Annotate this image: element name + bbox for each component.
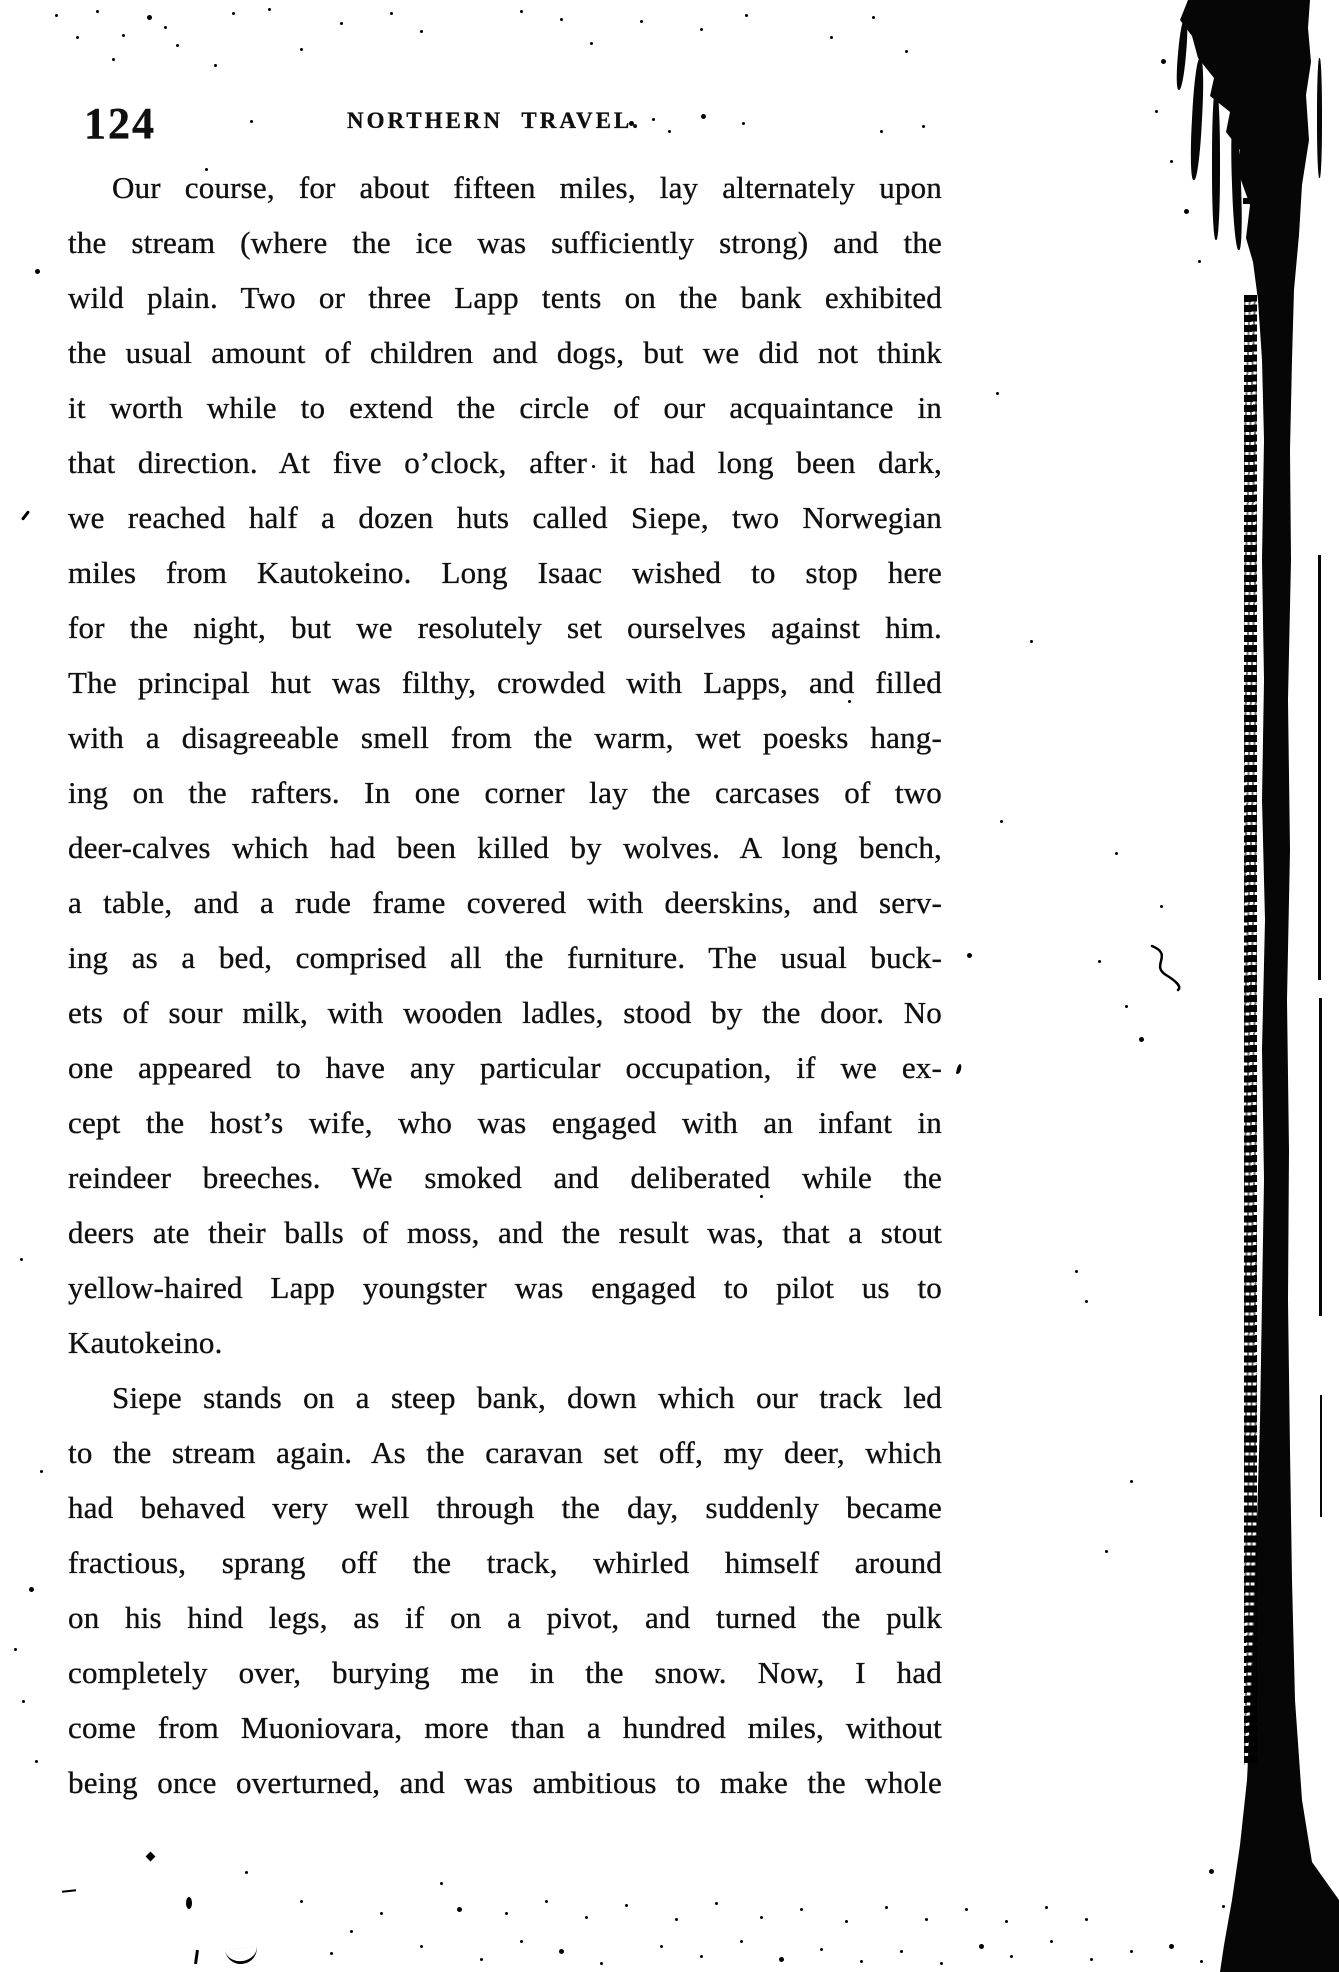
text-line: ing on the rafters. In one corner lay the carcases of two <box>68 775 942 810</box>
text-line: had behaved very well through the day, suddenly became <box>68 1490 942 1525</box>
text-line: come from Muoniovara, more than a hundred miles, without <box>68 1710 942 1745</box>
text-line: ing as a bed, comprised all the furniture. The usual buck- <box>68 940 942 975</box>
text-line: yellow-haired Lapp youngster was engaged to pilot us to <box>68 1270 942 1305</box>
text-line: to the stream again. As the caravan set off, my deer, which <box>68 1435 942 1470</box>
ink-squiggle <box>1148 943 1190 993</box>
text-line: deers ate their balls of moss, and the result was, that a stout <box>68 1215 942 1250</box>
text-line: wild plain. Two or three Lapp tents on the bank exhibited <box>68 280 942 315</box>
text-line: it worth while to extend the circle of our acquaintance in <box>68 390 942 425</box>
text-line: one appeared to have any particular occupation, if we ex- <box>68 1050 942 1085</box>
scan-line-artifact <box>1318 555 1321 980</box>
text-line: that direction. At five o’clock, after it had long been dark, <box>68 445 942 480</box>
ink-drip <box>1212 88 1220 240</box>
text-line: Siepe stands on a steep bank, down which our track led <box>112 1380 942 1415</box>
ink-drip <box>1317 58 1322 178</box>
text-line: completely over, burying me in the snow. Now, I had <box>68 1655 942 1690</box>
scan-line-artifact <box>1319 998 1322 1316</box>
text-line: the usual amount of children and dogs, but we did not think <box>68 335 942 370</box>
ink-dash-mark <box>194 1950 199 1964</box>
ink-dash-mark <box>62 1889 76 1892</box>
scan-band-tick <box>1243 198 1263 204</box>
ink-arc-mark <box>225 1946 259 1966</box>
ink-drip <box>1189 58 1205 180</box>
page-number: 124 <box>84 99 156 148</box>
scan-gutter-texture <box>1244 295 1257 1765</box>
text-line: Kautokeino. <box>68 1325 223 1360</box>
paragraph <box>68 160 942 1370</box>
text-line: with a disagreeable smell from the warm, wet poesks hang- <box>68 720 942 755</box>
running-header: NORTHERN TRAVEL. <box>346 108 642 133</box>
ink-grave-mark <box>21 510 30 521</box>
text-line: The principal hut was filthy, crowded with Lapps, and filled <box>68 665 942 700</box>
text-line: miles from Kautokeino. Long Isaac wished to stop here <box>68 555 942 590</box>
page-body-text <box>68 160 942 1810</box>
text-line: a table, and a rude frame covered with deerskins, and serv- <box>68 885 942 920</box>
paragraph <box>68 1370 942 1810</box>
text-line: cept the host’s wife, who was engaged with an infant in <box>68 1105 942 1140</box>
text-line: fractious, sprang off the track, whirled himself around <box>68 1545 942 1580</box>
ink-drip <box>1175 18 1189 90</box>
text-line: reindeer breeches. We smoked and deliberated while the <box>68 1160 942 1195</box>
ink-comma-mark <box>956 1064 962 1075</box>
text-line: we reached half a dozen huts called Siepe, two Norwegian <box>68 500 942 535</box>
text-line: the stream (where the ice was sufficiently strong) and the <box>68 225 942 260</box>
text-line: being once overturned, and was ambitious to make the whole <box>68 1765 942 1800</box>
text-line: on his hind legs, as if on a pivot, and turned the pulk <box>68 1600 942 1635</box>
text-line: for the night, but we resolutely set ourselves against him. <box>68 610 942 645</box>
scan-line-artifact <box>1320 1395 1322 1517</box>
ink-dot-mark <box>146 1852 156 1862</box>
scan-noise <box>0 0 3 3</box>
text-line: Our course, for about fifteen miles, lay alternately upon <box>112 170 942 205</box>
text-line: ets of sour milk, with wooden ladles, stood by the door. No <box>68 995 942 1030</box>
text-line: deer-calves which had been killed by wolves. A long bench, <box>68 830 942 865</box>
ink-blot <box>186 1897 192 1909</box>
